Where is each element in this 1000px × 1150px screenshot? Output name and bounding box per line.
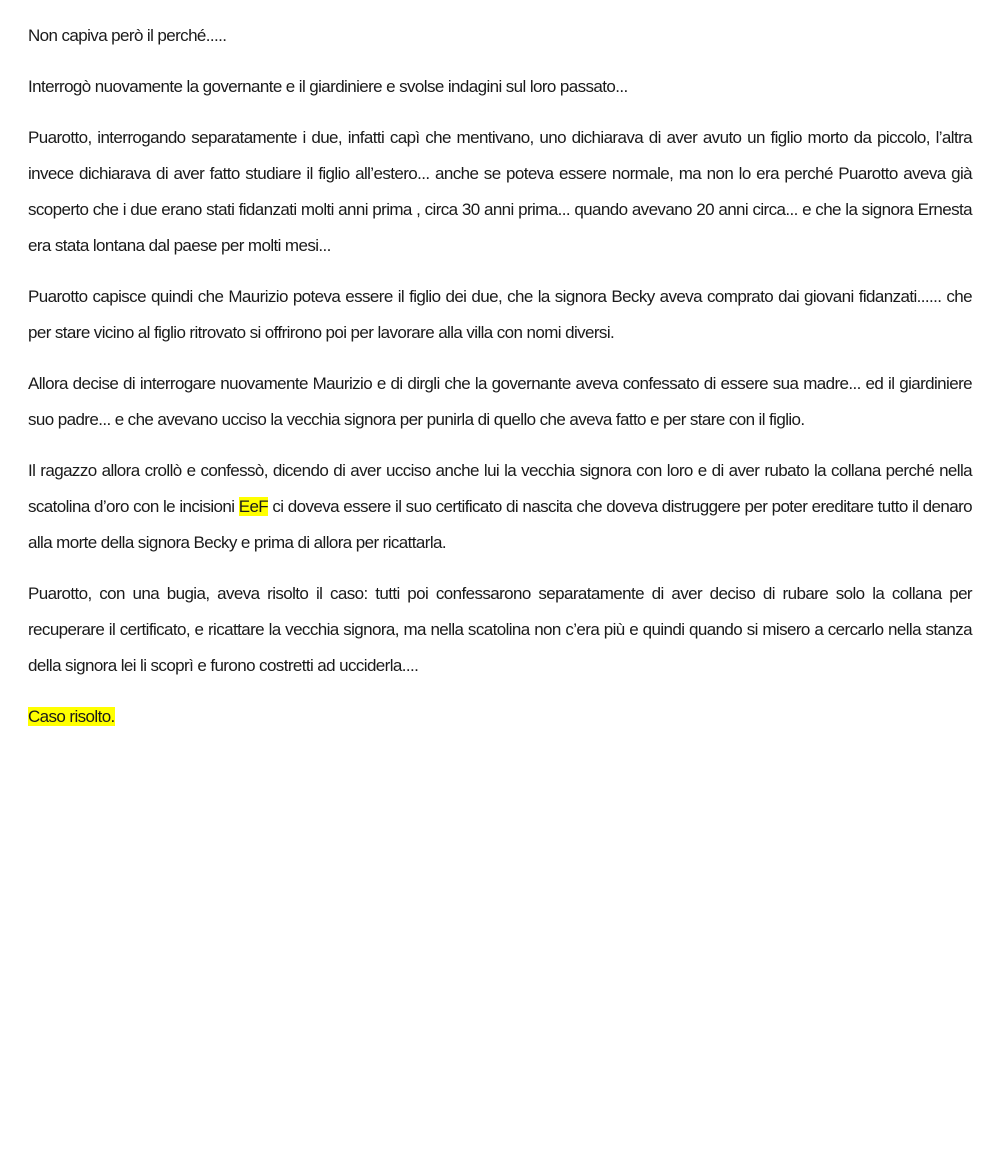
paragraph-4: Puarotto capisce quindi che Maurizio poteva essere il figlio dei due, che la signora Becky aveva comprato dai giovani fidanzati...... che per stare vicino al figlio ritrovato si offrirono poi per lavorare alla villa con nomi diversi. (28, 287, 972, 342)
paragraph-7: Puarotto, con una bugia, aveva risolto il caso: tutti poi confessarono separatamente di aver deciso di rubare solo la collana per recuperare il certificato, e ricattare la vecchia signora, ma nella scatolina non c’era più e quindi quando si misero a cercarlo nella stanza della signora lei li scoprì e furono costretti ad ucciderla.... (28, 584, 972, 675)
paragraph-5: Allora decise di interrogare nuovamente Maurizio e di dirgli che la governante aveva confessato di essere sua madre... ed il giardiniere suo padre... e che avevano ucciso la vecchia signora per punirla di quello che aveva fatto e per stare con il figlio. (28, 374, 972, 429)
paragraph-3: Puarotto, interrogando separatamente i due, infatti capì che mentivano, uno dichiarava di aver avuto un figlio morto da piccolo, l’altra invece dichiarava di aver fatto studiare il figlio all’estero... anche se poteva essere normale, ma non lo era perché Puarotto aveva già scoperto che i due erano stati fidanzati molti anni prima , circa 30 anni prima... quando avevano 20 anni circa... e che la signora Ernesta era stata lontana dal paese per molti mesi... (28, 128, 972, 255)
paragraph-6-text-before: Il ragazzo allora crollò e confessò, dicendo di aver ucciso anche lui la vecchia signora con loro e di aver rubato la collana perché nella scatolina d’oro con le incisioni (28, 461, 972, 516)
paragraph-6-text-after: ci doveva essere il suo certificato di nascita che doveva distruggere per poter ereditare tutto il denaro alla morte della signora Becky e prima di allora per ricattarla. (28, 497, 972, 552)
highlighted-initials: EeF (238, 497, 269, 516)
paragraph-1: Non capiva però il perché..... (28, 26, 227, 45)
document-body (28, 18, 972, 750)
closing-highlight: Caso risolto. (28, 707, 115, 726)
paragraph-6 (28, 453, 972, 561)
closing-line (28, 699, 972, 735)
paragraph-2: Interrogò nuovamente la governante e il giardiniere e svolse indagini sul loro passato... (28, 77, 628, 96)
